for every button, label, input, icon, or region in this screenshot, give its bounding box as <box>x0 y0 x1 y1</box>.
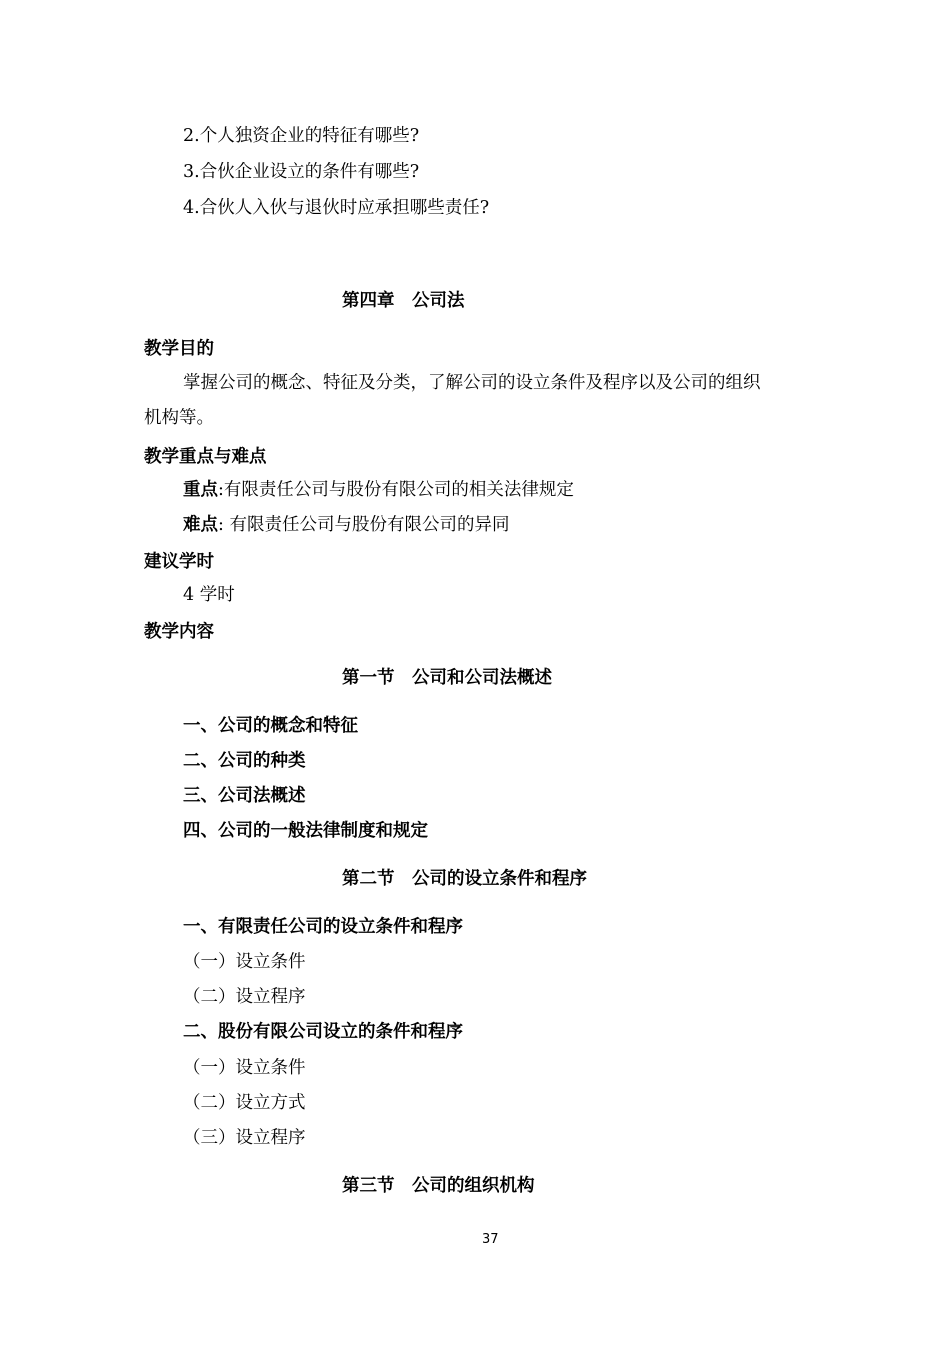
outline-item: 四、公司的一般法律制度和规定 <box>183 821 428 841</box>
focus-label: 重点 <box>183 480 218 500</box>
hours-value: 4 学时 <box>183 585 235 605</box>
focus-text: :有限责任公司与股份有限公司的相关法律规定 <box>218 480 574 500</box>
objectives-body-line: 掌握公司的概念、特征及分类，了解公司的设立条件及程序以及公司的组织 <box>183 373 761 393</box>
section-title: 第二节 公司的设立条件和程序 <box>342 869 587 889</box>
sub-item: （二）设立方式 <box>183 1093 306 1113</box>
question-item: 4.合伙人入伙与退伙时应承担哪些责任? <box>183 198 490 218</box>
outline-item: 一、有限责任公司的设立条件和程序 <box>183 917 463 937</box>
sub-item: （二）设立程序 <box>183 987 306 1007</box>
content-heading: 教学内容 <box>144 622 214 642</box>
difficulty-line <box>183 513 509 537</box>
difficulty-label: 难点 <box>183 515 218 535</box>
focus-line <box>183 478 574 502</box>
question-item: 3.合伙企业设立的条件有哪些? <box>183 162 420 182</box>
outline-item: 一、公司的概念和特征 <box>183 716 358 736</box>
outline-item: 二、公司的种类 <box>183 751 306 771</box>
sub-item: （三）设立程序 <box>183 1128 306 1148</box>
section-title: 第一节 公司和公司法概述 <box>342 668 552 688</box>
sub-item: （一）设立条件 <box>183 952 306 972</box>
objectives-heading: 教学目的 <box>144 339 214 359</box>
outline-item: 二、股份有限公司设立的条件和程序 <box>183 1022 463 1042</box>
question-item: 2.个人独资企业的特征有哪些? <box>183 126 420 146</box>
key-points-heading: 教学重点与难点 <box>144 447 267 467</box>
difficulty-text: : 有限责任公司与股份有限公司的异同 <box>218 515 510 535</box>
sub-item: （一）设立条件 <box>183 1058 306 1078</box>
page-number: 37 <box>482 1232 499 1247</box>
section-title: 第三节 公司的组织机构 <box>342 1176 535 1196</box>
chapter-title: 第四章 公司法 <box>342 291 465 311</box>
outline-item: 三、公司法概述 <box>183 786 306 806</box>
objectives-body-line: 机构等。 <box>144 408 214 428</box>
hours-heading: 建议学时 <box>144 552 214 572</box>
